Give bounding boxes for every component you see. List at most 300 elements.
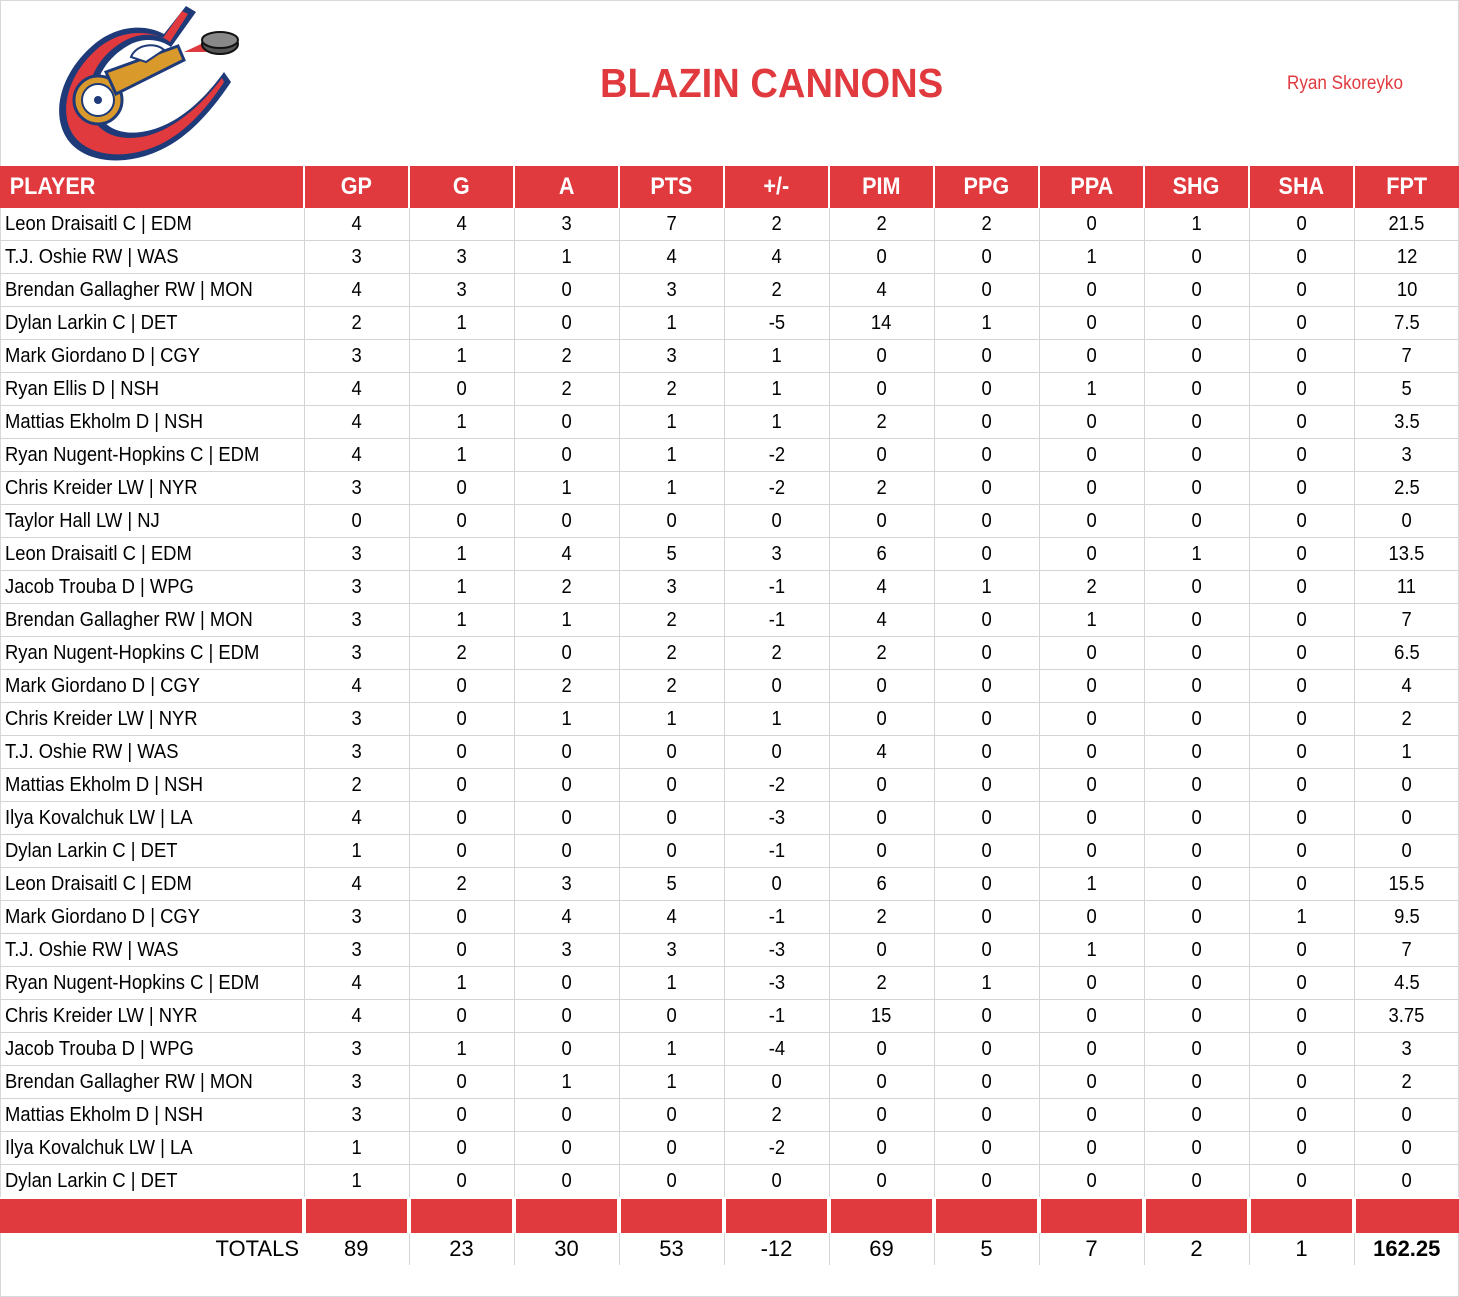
total-a: 30	[514, 1233, 619, 1265]
cell-sha: 0	[1249, 241, 1354, 274]
cell-pim: 2	[829, 472, 934, 505]
cell-pts: 3	[619, 934, 724, 967]
divider-cell	[514, 1198, 619, 1233]
cell-player: Brendan Gallagher RW | MON	[0, 604, 304, 637]
cell-pts: 1	[619, 406, 724, 439]
cell-plus-minus: -3	[724, 802, 829, 835]
cell-gp: 3	[304, 934, 409, 967]
cell-gp: 3	[304, 901, 409, 934]
cell-shg: 0	[1144, 703, 1249, 736]
cell-pim: 0	[829, 505, 934, 538]
cell-player: T.J. Oshie RW | WAS	[0, 241, 304, 274]
cell-gp: 1	[304, 1132, 409, 1165]
cell-pts: 1	[619, 703, 724, 736]
table-row	[0, 637, 1459, 670]
cell-sha: 0	[1249, 934, 1354, 967]
cell-ppg: 0	[934, 472, 1039, 505]
cell-a: 0	[514, 1033, 619, 1066]
cell-plus-minus: 0	[724, 505, 829, 538]
cell-pts: 5	[619, 868, 724, 901]
divider-cell	[1039, 1198, 1144, 1233]
cell-sha: 0	[1249, 538, 1354, 571]
cell-g: 2	[409, 868, 514, 901]
cell-gp: 3	[304, 1099, 409, 1132]
cell-ppa: 1	[1039, 604, 1144, 637]
cell-a: 0	[514, 736, 619, 769]
cell-fpt: 2	[1354, 1066, 1459, 1099]
cell-a: 0	[514, 1132, 619, 1165]
cell-player: Ryan Nugent-Hopkins C | EDM	[0, 439, 304, 472]
cell-sha: 0	[1249, 703, 1354, 736]
table-row	[0, 538, 1459, 571]
cell-a: 0	[514, 637, 619, 670]
table-row	[0, 1165, 1459, 1199]
cell-ppa: 0	[1039, 538, 1144, 571]
cell-plus-minus: 0	[724, 1165, 829, 1199]
cell-shg: 1	[1144, 208, 1249, 241]
cell-sha: 0	[1249, 769, 1354, 802]
cell-sha: 0	[1249, 670, 1354, 703]
cell-ppg: 0	[934, 901, 1039, 934]
cell-ppa: 0	[1039, 1165, 1144, 1199]
cell-gp: 4	[304, 373, 409, 406]
cannon-c-logo-icon	[46, 2, 246, 164]
cell-ppa: 0	[1039, 835, 1144, 868]
cell-ppg: 0	[934, 406, 1039, 439]
cell-ppa: 0	[1039, 703, 1144, 736]
cell-gp: 3	[304, 571, 409, 604]
cell-pim: 2	[829, 967, 934, 1000]
cell-gp: 1	[304, 1165, 409, 1199]
cell-shg: 0	[1144, 967, 1249, 1000]
cell-sha: 0	[1249, 439, 1354, 472]
cell-sha: 0	[1249, 472, 1354, 505]
cell-fpt: 3.75	[1354, 1000, 1459, 1033]
cell-ppa: 0	[1039, 1099, 1144, 1132]
column-header-g: G	[409, 166, 514, 208]
cell-ppg: 0	[934, 373, 1039, 406]
cell-gp: 4	[304, 406, 409, 439]
cell-pim: 6	[829, 868, 934, 901]
cell-gp: 3	[304, 538, 409, 571]
divider-cell	[724, 1198, 829, 1233]
cell-sha: 0	[1249, 406, 1354, 439]
table-row	[0, 340, 1459, 373]
cell-player: Dylan Larkin C | DET	[0, 1165, 304, 1199]
cell-a: 0	[514, 769, 619, 802]
cell-a: 0	[514, 835, 619, 868]
cell-pts: 1	[619, 307, 724, 340]
cell-gp: 4	[304, 967, 409, 1000]
table-row	[0, 1099, 1459, 1132]
cell-g: 0	[409, 1099, 514, 1132]
cell-ppg: 0	[934, 505, 1039, 538]
team-name-title: BLAZIN CANNONS	[600, 60, 944, 106]
column-header-sha: SHA	[1249, 166, 1354, 208]
divider-cell	[1249, 1198, 1354, 1233]
cell-plus-minus: -1	[724, 571, 829, 604]
cell-fpt: 3	[1354, 439, 1459, 472]
cell-pim: 0	[829, 703, 934, 736]
cell-a: 0	[514, 1000, 619, 1033]
cell-a: 2	[514, 670, 619, 703]
team-logo	[46, 2, 246, 164]
cell-pim: 0	[829, 1033, 934, 1066]
cell-a: 1	[514, 1066, 619, 1099]
cell-pts: 7	[619, 208, 724, 241]
cell-plus-minus: -2	[724, 472, 829, 505]
cell-fpt: 0	[1354, 505, 1459, 538]
cell-pts: 1	[619, 472, 724, 505]
cell-fpt: 21.5	[1354, 208, 1459, 241]
table-row	[0, 736, 1459, 769]
cell-ppa: 0	[1039, 505, 1144, 538]
table-row	[0, 307, 1459, 340]
cell-gp: 0	[304, 505, 409, 538]
cell-ppa: 1	[1039, 868, 1144, 901]
cell-g: 0	[409, 1165, 514, 1199]
cell-ppg: 0	[934, 1066, 1039, 1099]
cell-player: Ilya Kovalchuk LW | LA	[0, 802, 304, 835]
cell-a: 3	[514, 208, 619, 241]
cell-ppg: 0	[934, 835, 1039, 868]
cell-gp: 4	[304, 802, 409, 835]
cell-plus-minus: 4	[724, 241, 829, 274]
cell-pts: 4	[619, 901, 724, 934]
cell-g: 1	[409, 406, 514, 439]
table-row	[0, 241, 1459, 274]
cell-pts: 0	[619, 505, 724, 538]
cell-gp: 4	[304, 670, 409, 703]
cell-ppa: 1	[1039, 241, 1144, 274]
cell-fpt: 0	[1354, 769, 1459, 802]
cell-sha: 0	[1249, 802, 1354, 835]
cell-pim: 0	[829, 670, 934, 703]
cell-fpt: 2	[1354, 703, 1459, 736]
cell-ppa: 0	[1039, 472, 1144, 505]
cell-ppg: 0	[934, 538, 1039, 571]
total-sha: 1	[1249, 1233, 1354, 1265]
cell-fpt: 13.5	[1354, 538, 1459, 571]
cell-pim: 2	[829, 637, 934, 670]
cell-plus-minus: 1	[724, 406, 829, 439]
cell-ppa: 0	[1039, 670, 1144, 703]
cell-pts: 2	[619, 373, 724, 406]
cell-ppg: 0	[934, 1165, 1039, 1199]
cell-ppg: 1	[934, 571, 1039, 604]
cell-pts: 2	[619, 637, 724, 670]
cell-pim: 4	[829, 736, 934, 769]
cell-plus-minus: 0	[724, 1066, 829, 1099]
cell-sha: 0	[1249, 637, 1354, 670]
cell-pts: 1	[619, 439, 724, 472]
cell-fpt: 7.5	[1354, 307, 1459, 340]
cell-sha: 0	[1249, 1066, 1354, 1099]
cell-pim: 0	[829, 340, 934, 373]
cell-pts: 3	[619, 571, 724, 604]
cell-gp: 3	[304, 604, 409, 637]
cell-a: 4	[514, 538, 619, 571]
cell-gp: 3	[304, 637, 409, 670]
cell-player: Brendan Gallagher RW | MON	[0, 274, 304, 307]
cell-a: 0	[514, 274, 619, 307]
cell-pim: 4	[829, 274, 934, 307]
cell-sha: 0	[1249, 604, 1354, 637]
total-plus-minus: -12	[724, 1233, 829, 1265]
cell-sha: 0	[1249, 208, 1354, 241]
cell-pts: 4	[619, 241, 724, 274]
cell-player: Mark Giordano D | CGY	[0, 670, 304, 703]
cell-shg: 0	[1144, 637, 1249, 670]
cell-gp: 3	[304, 241, 409, 274]
cell-pts: 0	[619, 835, 724, 868]
table-row	[0, 604, 1459, 637]
cell-ppg: 1	[934, 307, 1039, 340]
cell-ppa: 0	[1039, 274, 1144, 307]
table-row	[0, 670, 1459, 703]
cell-a: 0	[514, 406, 619, 439]
player-stats-table	[0, 166, 1459, 1265]
cell-g: 0	[409, 670, 514, 703]
cell-g: 1	[409, 439, 514, 472]
cell-sha: 0	[1249, 274, 1354, 307]
cell-shg: 0	[1144, 1132, 1249, 1165]
cell-a: 0	[514, 967, 619, 1000]
cell-fpt: 9.5	[1354, 901, 1459, 934]
cell-player: Ryan Ellis D | NSH	[0, 373, 304, 406]
cell-plus-minus: 1	[724, 340, 829, 373]
cell-g: 0	[409, 835, 514, 868]
cell-shg: 0	[1144, 571, 1249, 604]
cell-a: 0	[514, 439, 619, 472]
divider-cell	[0, 1198, 304, 1233]
table-row	[0, 1132, 1459, 1165]
table-row	[0, 967, 1459, 1000]
cell-player: Dylan Larkin C | DET	[0, 307, 304, 340]
cell-fpt: 7	[1354, 604, 1459, 637]
table-row	[0, 769, 1459, 802]
cell-shg: 0	[1144, 406, 1249, 439]
cell-pim: 0	[829, 1066, 934, 1099]
cell-pim: 2	[829, 901, 934, 934]
cell-fpt: 10	[1354, 274, 1459, 307]
cell-plus-minus: -1	[724, 1000, 829, 1033]
cell-fpt: 0	[1354, 802, 1459, 835]
cell-fpt: 0	[1354, 1132, 1459, 1165]
cell-pts: 0	[619, 1099, 724, 1132]
cell-ppg: 0	[934, 1099, 1039, 1132]
divider-cell	[409, 1198, 514, 1233]
grand-total-fpt: 162.25	[1373, 1236, 1441, 1261]
cell-pts: 0	[619, 1132, 724, 1165]
cell-player: Mark Giordano D | CGY	[0, 340, 304, 373]
cell-plus-minus: -1	[724, 835, 829, 868]
cell-plus-minus: 1	[724, 373, 829, 406]
cell-ppg: 0	[934, 736, 1039, 769]
totals-label: TOTALS	[215, 1236, 299, 1261]
cell-pim: 15	[829, 1000, 934, 1033]
cell-player: Ilya Kovalchuk LW | LA	[0, 1132, 304, 1165]
cell-shg: 0	[1144, 340, 1249, 373]
cell-sha: 0	[1249, 868, 1354, 901]
total-ppa: 7	[1039, 1233, 1144, 1265]
cell-shg: 0	[1144, 472, 1249, 505]
table-row	[0, 439, 1459, 472]
table-row	[0, 472, 1459, 505]
cell-g: 4	[409, 208, 514, 241]
column-header-gp: GP	[304, 166, 409, 208]
divider-cell	[1354, 1198, 1459, 1233]
cell-g: 0	[409, 505, 514, 538]
cell-ppa: 0	[1039, 1132, 1144, 1165]
cell-player: Mark Giordano D | CGY	[0, 901, 304, 934]
cell-g: 0	[409, 736, 514, 769]
cell-plus-minus: 2	[724, 1099, 829, 1132]
cell-g: 1	[409, 1033, 514, 1066]
cell-ppa: 0	[1039, 736, 1144, 769]
cell-plus-minus: -3	[724, 967, 829, 1000]
cell-pim: 2	[829, 208, 934, 241]
divider-cell	[1144, 1198, 1249, 1233]
cell-plus-minus: 1	[724, 703, 829, 736]
cell-ppa: 0	[1039, 901, 1144, 934]
table-row	[0, 1000, 1459, 1033]
cell-gp: 3	[304, 1033, 409, 1066]
cell-fpt: 3	[1354, 1033, 1459, 1066]
cell-sha: 0	[1249, 1165, 1354, 1199]
cell-gp: 4	[304, 439, 409, 472]
cell-pim: 0	[829, 373, 934, 406]
cell-pts: 0	[619, 1000, 724, 1033]
divider-cell	[829, 1198, 934, 1233]
cell-ppa: 0	[1039, 637, 1144, 670]
cell-ppg: 0	[934, 1033, 1039, 1066]
cell-pim: 2	[829, 406, 934, 439]
table-row	[0, 571, 1459, 604]
cell-plus-minus: -2	[724, 769, 829, 802]
cell-sha: 0	[1249, 307, 1354, 340]
cell-shg: 0	[1144, 1033, 1249, 1066]
divider-cell	[934, 1198, 1039, 1233]
cell-gp: 2	[304, 307, 409, 340]
cell-a: 3	[514, 934, 619, 967]
cell-sha: 0	[1249, 1132, 1354, 1165]
cell-a: 0	[514, 505, 619, 538]
cell-player: Brendan Gallagher RW | MON	[0, 1066, 304, 1099]
cell-a: 1	[514, 604, 619, 637]
cell-fpt: 0	[1354, 1099, 1459, 1132]
cell-sha: 0	[1249, 505, 1354, 538]
divider-cell	[304, 1198, 409, 1233]
cell-sha: 1	[1249, 901, 1354, 934]
cell-pim: 0	[829, 439, 934, 472]
cell-pim: 6	[829, 538, 934, 571]
cell-ppg: 2	[934, 208, 1039, 241]
cell-g: 0	[409, 1132, 514, 1165]
table-row	[0, 505, 1459, 538]
cell-plus-minus: 0	[724, 670, 829, 703]
cell-shg: 0	[1144, 670, 1249, 703]
cell-pim: 0	[829, 241, 934, 274]
cell-ppa: 1	[1039, 373, 1144, 406]
table-header-row	[0, 166, 1459, 208]
cell-g: 0	[409, 769, 514, 802]
cell-pts: 0	[619, 802, 724, 835]
cell-a: 2	[514, 340, 619, 373]
cell-shg: 0	[1144, 769, 1249, 802]
cell-pts: 2	[619, 670, 724, 703]
cell-g: 0	[409, 703, 514, 736]
cell-g: 3	[409, 241, 514, 274]
cell-fpt: 11	[1354, 571, 1459, 604]
cell-a: 4	[514, 901, 619, 934]
cell-player: Jacob Trouba D | WPG	[0, 571, 304, 604]
cell-g: 1	[409, 571, 514, 604]
table-row	[0, 406, 1459, 439]
cell-pts: 3	[619, 274, 724, 307]
cell-gp: 1	[304, 835, 409, 868]
cell-g: 1	[409, 967, 514, 1000]
cell-a: 0	[514, 1099, 619, 1132]
cell-gp: 4	[304, 274, 409, 307]
cell-ppg: 0	[934, 769, 1039, 802]
cell-gp: 3	[304, 472, 409, 505]
cell-fpt: 2.5	[1354, 472, 1459, 505]
cell-pim: 0	[829, 802, 934, 835]
cell-ppa: 0	[1039, 340, 1144, 373]
cell-player: T.J. Oshie RW | WAS	[0, 736, 304, 769]
totals-row	[0, 1233, 1459, 1265]
cell-gp: 3	[304, 736, 409, 769]
table-row	[0, 1033, 1459, 1066]
cell-ppg: 0	[934, 703, 1039, 736]
cell-plus-minus: -5	[724, 307, 829, 340]
cell-plus-minus: 3	[724, 538, 829, 571]
cell-ppg: 0	[934, 802, 1039, 835]
cell-shg: 0	[1144, 604, 1249, 637]
cell-g: 0	[409, 1000, 514, 1033]
cell-fpt: 15.5	[1354, 868, 1459, 901]
owner-name: Ryan Skoreyko	[1287, 73, 1403, 94]
cell-ppg: 0	[934, 868, 1039, 901]
cell-ppg: 0	[934, 637, 1039, 670]
cell-pim: 0	[829, 1099, 934, 1132]
cell-player: Taylor Hall LW | NJ	[0, 505, 304, 538]
cell-a: 0	[514, 802, 619, 835]
cell-plus-minus: 0	[724, 868, 829, 901]
cell-player: Chris Kreider LW | NYR	[0, 703, 304, 736]
cell-player: Leon Draisaitl C | EDM	[0, 538, 304, 571]
column-header-pts: PTS	[619, 166, 724, 208]
cell-sha: 0	[1249, 967, 1354, 1000]
divider-cell	[619, 1198, 724, 1233]
cell-pts: 0	[619, 1165, 724, 1199]
cell-pts: 1	[619, 967, 724, 1000]
cell-plus-minus: 2	[724, 208, 829, 241]
cell-shg: 0	[1144, 373, 1249, 406]
cell-plus-minus: -4	[724, 1033, 829, 1066]
cell-player: Leon Draisaitl C | EDM	[0, 208, 304, 241]
cell-plus-minus: 0	[724, 736, 829, 769]
total-gp: 89	[304, 1233, 409, 1265]
table-row	[0, 835, 1459, 868]
cell-ppa: 0	[1039, 406, 1144, 439]
cell-ppg: 0	[934, 274, 1039, 307]
cell-g: 0	[409, 1066, 514, 1099]
cell-ppa: 0	[1039, 208, 1144, 241]
column-header-fpt: FPT	[1354, 166, 1459, 208]
cell-player: Mattias Ekholm D | NSH	[0, 406, 304, 439]
